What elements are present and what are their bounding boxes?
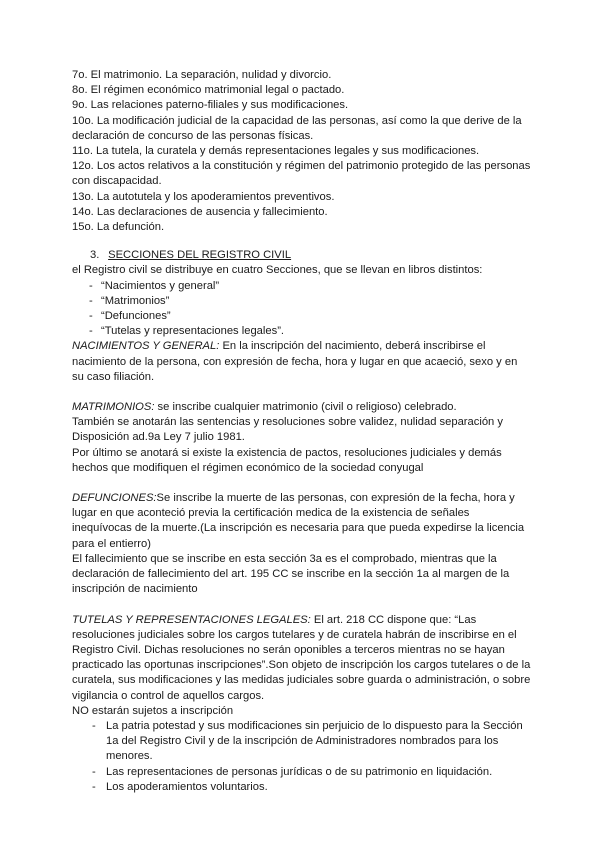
list-item: 12o. Los actos relativos a la constitución y régimen del patrimonio protegido de las personas con discapacidad. xyxy=(72,160,531,188)
section-intro: el Registro civil se distribuye en cuatro Secciones, que se llevan en libros distintos: xyxy=(72,264,483,277)
defunciones-text: Se inscribe la muerte de las personas, con expresión de la fecha, hora y lugar en que aconteció previa la certificación medica de la existencia de señales inequívocas de la muerte.(La inscripción es necesaria para que pueda expedirse la licencia para el entierro) xyxy=(72,492,525,550)
matrimonios-label: MATRIMONIOS: xyxy=(72,401,155,414)
defunciones-label: DEFUNCIONES: xyxy=(72,492,157,505)
nacimientos-paragraph xyxy=(72,339,532,385)
list-item: 11o. La tutela, la curatela y demás representaciones legales y sus modificaciones. xyxy=(72,145,480,158)
nacimientos-text: En la inscripción del nacimiento, deberá inscribirse el nacimiento de la persona, con expresión de fecha, hora y lugar en que acaeció, sexo y en su caso filiación. xyxy=(72,340,518,383)
section-title: SECCIONES DEL REGISTRO CIVIL xyxy=(108,249,292,262)
list-item: 7o. El matrimonio. La separación, nulidad y divorcio. xyxy=(72,69,332,81)
list-item: - “Defunciones” xyxy=(72,309,532,324)
section-heading xyxy=(72,248,532,263)
list-item: - Los apoderamientos voluntarios. xyxy=(72,780,532,795)
matrimonios-paragraph-2: También se anotarán las sentencias y resoluciones sobre validez, nulidad separación y Disposición ad.9a Ley 7 julio 1981. xyxy=(72,416,503,444)
defunciones-paragraph xyxy=(72,491,532,552)
defunciones-paragraph-2: El fallecimiento que se inscribe en esta sección 3a es el comprobado, mientras que la declaración de fallecimiento del art. 195 CC se inscribe en la sección 1a al margen de la inscripción de nacimiento xyxy=(72,552,510,596)
tutelas-text: El art. 218 CC dispone que: “Las resoluciones judiciales sobre los cargos tutelares y de curatela habrán de inscribirse en el Registro Civil. Dichas resoluciones no serán oponibles a terceros mientras no se hayan practicado las oportunas inscripciones”.Son objeto de inscripción los cargos tutelares o de la curatela, sus modificaciones y las medidas judiciales sobre guarda o administración, o sobre vigilancia o control de aquellos cargos. xyxy=(72,613,531,702)
list-item: - “Matrimonios” xyxy=(72,294,532,309)
list-item: - La patria potestad y sus modificaciones sin perjuicio de lo dispuesto para la Sección 1a del Registro Civil y de la inscripción de Administradores nombrados para los menores. xyxy=(72,719,532,765)
list-item: - “Tutelas y representaciones legales”. xyxy=(72,324,532,339)
list-item: 13o. La autotutela y los apoderamientos preventivos. xyxy=(72,190,335,203)
document-page xyxy=(72,68,532,795)
list-item: 14o. Las declaraciones de ausencia y fallecimiento. xyxy=(72,205,328,218)
matrimonios-paragraph xyxy=(72,400,532,415)
matrimonios-paragraph-3: Por último se anotará si existe la existencia de pactos, resoluciones judiciales y demás hechos que modifiquen el régimen económico de la sociedad conyugal xyxy=(72,446,502,474)
nacimientos-label: NACIMIENTOS Y GENERAL: xyxy=(72,340,220,353)
list-item: 10o. La modificación judicial de la capacidad de las personas, así como la que derive de la declaración de concurso de las personas físicas. xyxy=(72,114,522,142)
list-item: 8o. El régimen económico matrimonial legal o pactado. xyxy=(72,84,345,97)
exclusions-list xyxy=(72,719,532,795)
matrimonios-text: se inscribe cualquier matrimonio (civil o religioso) celebrado. xyxy=(154,401,457,414)
no-sujetos-line: NO estarán sujetos a inscripción xyxy=(72,704,234,717)
tutelas-paragraph xyxy=(72,613,532,704)
inscribable-acts-list xyxy=(72,68,532,235)
list-item: - “Nacimientos y general” xyxy=(72,279,532,294)
sections-list xyxy=(72,279,532,340)
list-item: - Las representaciones de personas jurídicas o de su patrimonio en liquidación. xyxy=(72,765,532,780)
list-item: 9o. Las relaciones paterno-filiales y sus modificaciones. xyxy=(72,99,349,112)
list-item: 15o. La defunción. xyxy=(72,221,165,234)
section-number: 3. xyxy=(90,249,100,262)
tutelas-label: TUTELAS Y REPRESENTACIONES LEGALES: xyxy=(72,613,311,626)
